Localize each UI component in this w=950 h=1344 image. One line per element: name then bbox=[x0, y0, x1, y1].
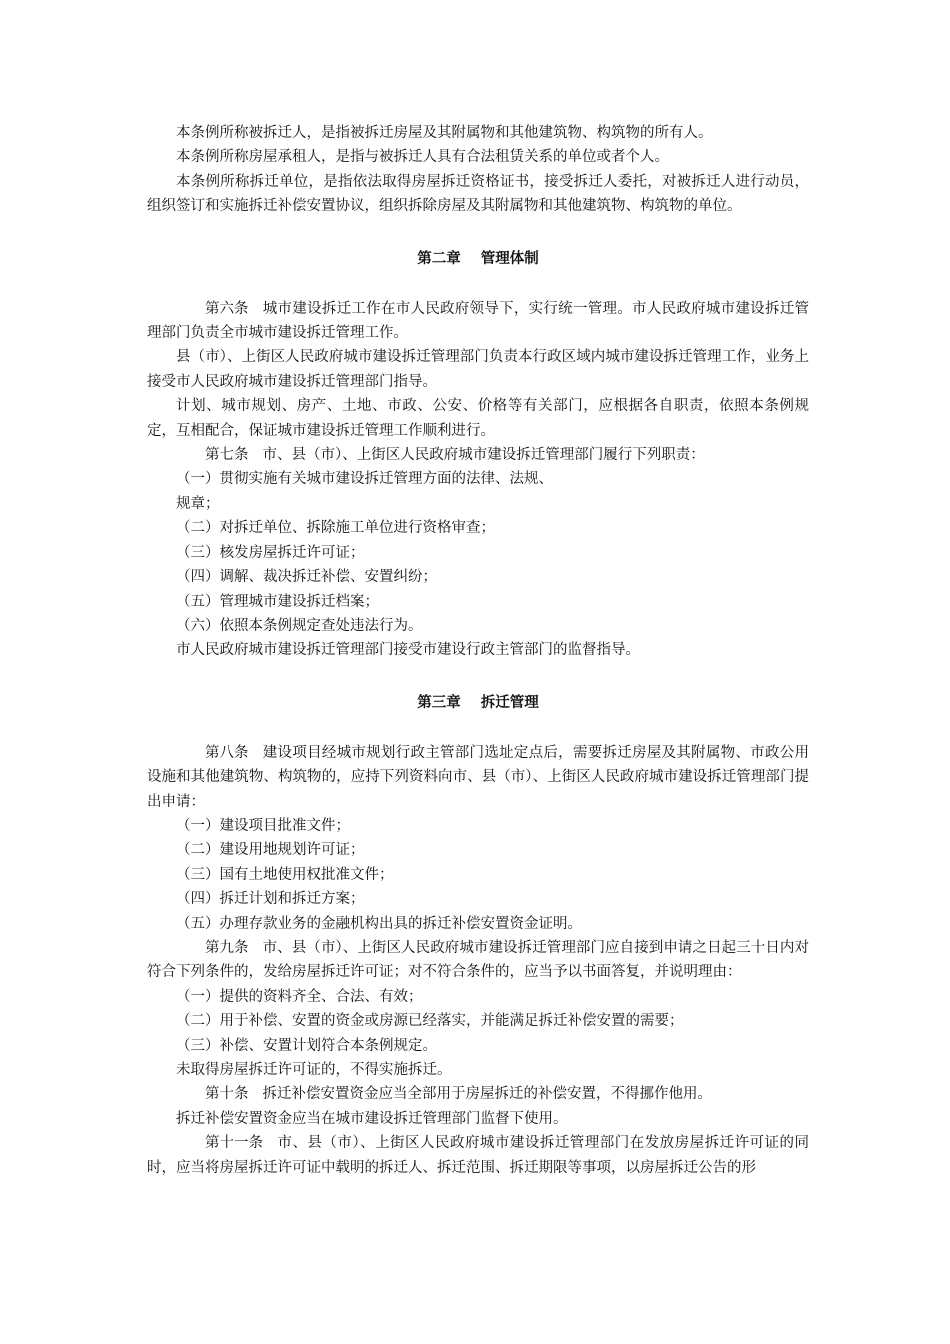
article-8-item-5: （五）办理存款业务的金融机构出具的拆迁补偿安置资金证明。 bbox=[176, 915, 582, 932]
article-7-item-2: （二）对拆迁单位、拆除施工单位进行资格审查； bbox=[176, 520, 495, 537]
paragraph-county-authority: 县（市）、上街区人民政府城市建设拆迁管理部门负责本行政区域内城市建设拆迁管理工作，业务上接受市人民政府城市建设拆迁管理部门指导。 bbox=[147, 349, 809, 390]
article-8-text: 建设项目经城市规划行政主管部门选址定点后，需要拆迁房屋及其附属物、市政公用设施和其他建筑物、构筑物的，应持下列资料向市、县（市）、上街区人民政府城市建设拆迁管理部门提出申请： bbox=[147, 744, 809, 810]
article-7-item-1: （一）贯彻实施有关城市建设拆迁管理方面的法律、法规、 bbox=[176, 471, 553, 488]
article-7-item-1-continued: 规章； bbox=[176, 495, 220, 512]
paragraph-demolition-unit: 本条例所称拆迁单位，是指依法取得房屋拆迁资格证书，接受拆迁人委托，对被拆迁人进行动员，组织签订和实施拆迁补偿安置协议，组织拆除房屋及其附属物和其他建筑物、构筑物的单位。 bbox=[147, 173, 809, 215]
paragraph-lessee: 本条例所称房屋承租人，是指与被拆迁人具有合法租赁关系的单位或者个人。 bbox=[176, 149, 669, 166]
chapter-3-heading bbox=[147, 691, 809, 715]
paragraph-departments-cooperate: 计划、城市规划、房产、土地、市政、公安、价格等有关部门，应根据各自职责，依照本条例规定，互相配合，保证城市建设拆迁管理工作顺利进行。 bbox=[147, 398, 809, 439]
article-10 bbox=[147, 1082, 809, 1106]
article-6-label: 第六条 bbox=[205, 300, 249, 317]
article-9-text: 市、县（市）、上街区人民政府城市建设拆迁管理部门应自接到申请之日起三十日内对符合下列条件的，发给房屋拆迁许可证；对不符合条件的，应当予以书面答复，并说明理由： bbox=[147, 939, 809, 981]
article-8-item-4: （四）拆迁计划和拆迁方案； bbox=[176, 891, 365, 908]
paragraph-no-permit: 未取得房屋拆迁许可证的，不得实施拆迁。 bbox=[176, 1062, 452, 1078]
article-8-item-2: （二）建设用地规划许可证； bbox=[176, 842, 365, 859]
article-11 bbox=[147, 1131, 809, 1180]
article-7-text: 市、县（市）、上街区人民政府城市建设拆迁管理部门履行下列职责： bbox=[262, 447, 705, 464]
article-8-item-3: （三）国有土地使用权批准文件； bbox=[176, 866, 394, 883]
article-6-text: 城市建设拆迁工作在市人民政府领导下，实行统一管理。市人民政府城市建设拆迁管理部门负责全市城市建设拆迁管理工作。 bbox=[147, 300, 809, 342]
paragraph-supervision: 市人民政府城市建设拆迁管理部门接受市建设行政主管部门的监督指导。 bbox=[176, 642, 640, 659]
chapter-3-number: 第三章 bbox=[417, 694, 461, 711]
article-8 bbox=[147, 741, 809, 814]
article-7-item-4: （四）调解、裁决拆迁补偿、安置纠纷； bbox=[176, 569, 437, 586]
paragraph-fund-supervision: 拆迁补偿安置资金应当在城市建设拆迁管理部门监督下使用。 bbox=[176, 1110, 568, 1127]
paragraph-demolished-party: 本条例所称被拆迁人，是指被拆迁房屋及其附属物和其他建筑物、构筑物的所有人。 bbox=[176, 125, 713, 141]
article-6 bbox=[147, 297, 809, 346]
article-10-text: 拆迁补偿安置资金应当全部用于房屋拆迁的补偿安置，不得挪作他用。 bbox=[262, 1086, 712, 1103]
chapter-2-heading bbox=[147, 247, 809, 271]
article-7-item-6: （六）依照本条例规定查处违法行为。 bbox=[176, 617, 423, 634]
document-body bbox=[147, 121, 809, 1180]
article-9-item-2: （二）用于补偿、安置的资金或房源已经落实，并能满足拆迁补偿安置的需要； bbox=[176, 1013, 684, 1030]
article-9 bbox=[147, 936, 809, 985]
article-7-item-3: （三）核发房屋拆迁许可证； bbox=[176, 544, 365, 561]
article-7-label: 第七条 bbox=[205, 447, 249, 464]
chapter-2-title: 管理体制 bbox=[480, 250, 539, 267]
article-9-label: 第九条 bbox=[205, 939, 249, 956]
article-7-item-5: （五）管理城市建设拆迁档案； bbox=[176, 593, 379, 610]
article-8-label: 第八条 bbox=[205, 744, 249, 761]
article-9-item-3: （三）补偿、安置计划符合本条例规定。 bbox=[176, 1037, 437, 1054]
article-9-item-1: （一）提供的资料齐全、合法、有效； bbox=[176, 988, 423, 1005]
article-11-text: 市、县（市）、上街区人民政府城市建设拆迁管理部门在发放房屋拆迁许可证的同时，应当将房屋拆迁许可证中载明的拆迁人、拆迁范围、拆迁期限等事项，以房屋拆迁公告的形 bbox=[147, 1135, 809, 1176]
chapter-2-number: 第二章 bbox=[417, 250, 461, 267]
chapter-3-title: 拆迁管理 bbox=[480, 694, 539, 711]
article-7 bbox=[147, 443, 809, 467]
article-11-label: 第十一条 bbox=[205, 1135, 263, 1152]
article-10-label: 第十条 bbox=[205, 1086, 249, 1103]
article-8-item-1: （一）建设项目批准文件； bbox=[176, 817, 350, 834]
